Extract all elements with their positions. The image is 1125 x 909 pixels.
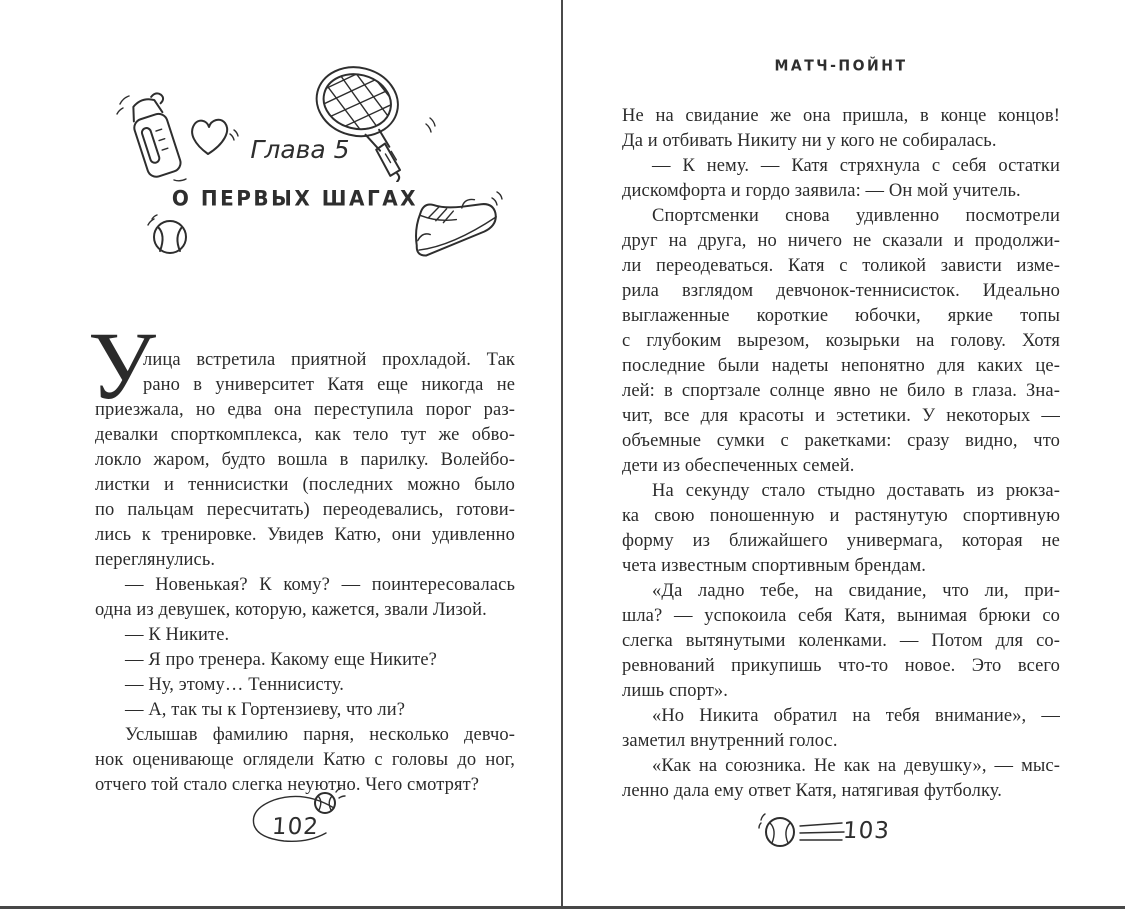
page-divider — [561, 0, 563, 906]
text-line: листки и теннисистки (последних можно было — [95, 475, 515, 495]
text-line: заметил внутренний голос. — [622, 731, 838, 751]
text-line: лей: в спортзале солнце явно не било в глаза. Зна- — [622, 381, 1060, 401]
text-line: Не на свидание же она пришла, в конце концов! — [622, 106, 1060, 126]
text-line: — Ну, этому… Теннисисту. — [125, 675, 344, 695]
text-line: приезжала, но едва она переступила порог раз- — [95, 400, 515, 420]
text-line: — К нему. — Катя стряхнула с себя остатки — [652, 156, 1060, 176]
text-line: объемные сумки с ракетками: сразу видно, что — [622, 431, 1060, 451]
text-line: ревнований прикупишь что-то новое. Это всего — [622, 656, 1060, 676]
text-line: с глубоким вырезом, козырьки на голову. Хотя — [622, 331, 1060, 351]
text-line: рано в университет Катя еще никогда не — [143, 375, 515, 395]
text-line: друг на друга, но ничего не сказали и продолжи- — [622, 231, 1060, 251]
drop-cap: У — [88, 312, 156, 419]
text-line: «Да ладно тебе, на свидание, что ли, при- — [652, 581, 1060, 601]
page-number-left: 102 — [271, 814, 320, 840]
text-line: отчего той стало слегка неуютно. Чего смотрят? — [95, 775, 480, 795]
text-line: выглаженные короткие юбочки, яркие топы — [622, 306, 1060, 326]
right-page-text — [622, 104, 1060, 804]
text-line: последние были надеты непонятно для каких це- — [622, 356, 1060, 376]
text-line: рила взглядом девчонок-теннисисток. Идеально — [622, 281, 1060, 301]
text-line: шла? — успокоила себя Катя, вынимая брюки со — [622, 606, 1060, 626]
text-line: Спортсменки снова удивленно посмотрели — [652, 206, 1060, 226]
chapter-label: Глава 5 — [250, 135, 350, 164]
text-line: «Как на союзника. Не как на девушку», — мыс- — [652, 756, 1060, 776]
text-line: лишь спорт». — [622, 681, 728, 701]
text-line: — Новенькая? К кому? — поинтересовалась — [125, 575, 515, 595]
text-line: одна из девушек, которую, кажется, звали Лизой. — [95, 600, 487, 620]
running-header: МАТЧ-ПОЙНТ — [774, 57, 908, 75]
tennis-ball-icon — [144, 211, 194, 261]
text-line: дискомфорта и гордо заявила: — Он мой учитель. — [622, 181, 1021, 201]
text-line: чит, все для красоты и эстетики. У некоторых — — [622, 406, 1060, 426]
text-line: форму из ближайшего универмага, которая не — [622, 531, 1060, 551]
chapter-title: О ПЕРВЫХ ШАГАХ — [171, 185, 419, 211]
text-line: слегка вытянутыми коленками. — Потом для со- — [622, 631, 1060, 651]
text-line: нок оценивающе оглядели Катю с головы до ног, — [95, 750, 515, 770]
text-line: ленно дала ему ответ Катя, натягивая футболку. — [622, 781, 1003, 801]
text-line: Услышав фамилию парня, несколько девчо- — [125, 725, 515, 745]
text-line: «Но Никита обратил на тебя внимание», — — [652, 706, 1060, 726]
text-line: — К Никите. — [125, 625, 230, 645]
flying-ball-icon — [756, 806, 846, 856]
text-line: переглянулись. — [95, 550, 216, 570]
text-line: девалки спорткомплекса, как тело тут же обво- — [95, 425, 515, 445]
text-line: чета известным спортивным брендам. — [622, 556, 927, 576]
left-page-text — [95, 348, 515, 798]
tennis-racket-icon — [298, 62, 436, 182]
page-number-right: 103 — [842, 818, 891, 844]
text-line: по пальцам пересчитать) переодевались, готови- — [95, 500, 515, 520]
text-line: ли переодеваться. Катя с толикой зависти изме- — [622, 256, 1060, 276]
text-line: — Я про тренера. Какому еще Никите? — [125, 650, 437, 670]
text-line: лись к тренировке. Увидев Катю, они удивленно — [95, 525, 515, 545]
text-line: — А, так ты к Гортензиеву, что ли? — [125, 700, 406, 720]
text-line: дети из обеспеченных семей. — [622, 456, 855, 476]
text-line: ка свою поношенную и растянутую спортивную — [622, 506, 1060, 526]
text-line: Да и отбивать Никиту ни у кого не собиралась. — [622, 131, 997, 151]
text-line: локло жаром, будто вошла в парилку. Волейбо- — [95, 450, 515, 470]
text-line: лица встретила приятной прохладой. Так — [143, 350, 515, 370]
text-line: На секунду стало стыдно доставать из рюкза- — [652, 481, 1060, 501]
